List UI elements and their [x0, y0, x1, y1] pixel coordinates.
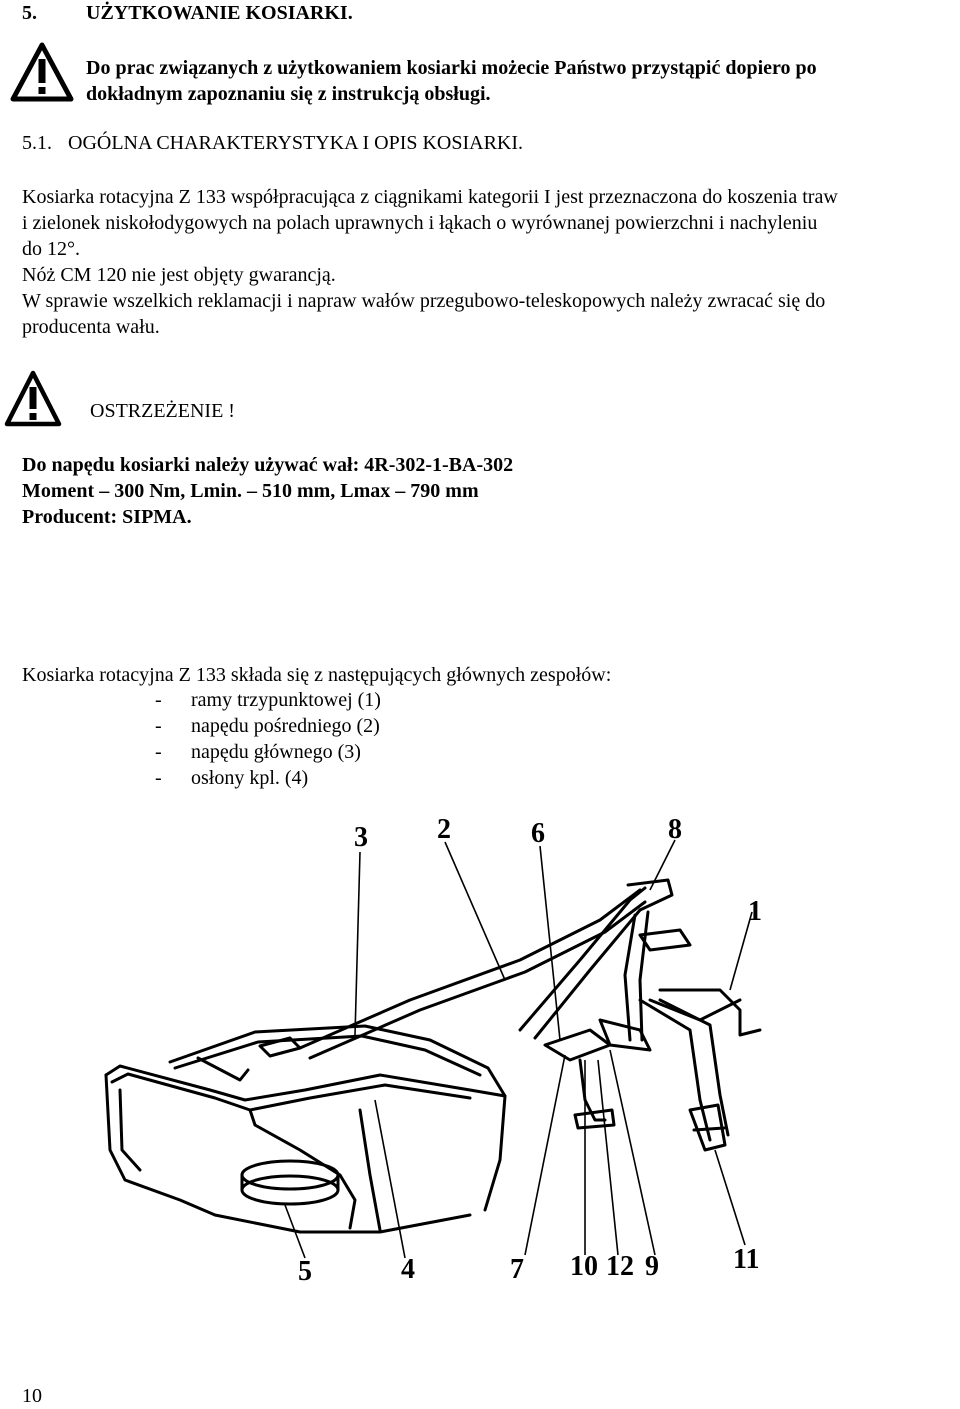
description-line: i zielonek niskołodygowych na polach uprawnych i łąkach o wyrównanej powierzchni i nachyleniu [22, 212, 818, 234]
description-line: Nóż CM 120 nie jest objęty gwarancją. [22, 264, 336, 286]
callout-9: 9 [645, 1251, 659, 1282]
callout-1: 1 [748, 896, 762, 927]
warning-line: Producent: SIPMA. [22, 506, 192, 528]
section-title: UŻYTKOWANIE KOSIARKI. [86, 2, 353, 24]
callout-7: 7 [510, 1254, 524, 1285]
list-item: - napędu pośredniego (2) [155, 715, 380, 737]
warning-line: Moment – 300 Nm, Lmin. – 510 mm, Lmax – 790 mm [22, 480, 479, 502]
list-item: - napędu głównego (3) [155, 741, 361, 763]
callout-6: 6 [531, 818, 545, 849]
list-item: - ramy trzypunktowej (1) [155, 689, 381, 711]
warning-line: Do napędu kosiarki należy używać wał: 4R-302-1-BA-302 [22, 454, 514, 476]
warning-label: OSTRZEŻENIE ! [90, 400, 235, 422]
callout-8: 8 [668, 814, 682, 845]
mower-technical-drawing [100, 810, 790, 1300]
subsection-number: 5.1. [22, 132, 52, 154]
callout-5: 5 [298, 1256, 312, 1287]
callout-10: 10 [570, 1251, 598, 1282]
warning-triangle-icon [4, 370, 62, 428]
callout-4: 4 [401, 1254, 415, 1285]
intro-warning-line-2: dokładnym zapoznaniu się z instrukcją obsługi. [86, 83, 491, 105]
description-line: W sprawie wszelkich reklamacji i napraw wałów przegubowo-teleskopowych należy zwracać się do [22, 290, 826, 312]
callout-3: 3 [354, 822, 368, 853]
components-intro: Kosiarka rotacyjna Z 133 składa się z następujących głównych zespołów: [22, 664, 612, 686]
warning-triangle-icon [10, 42, 74, 102]
callout-11: 11 [733, 1244, 760, 1275]
subsection-title: OGÓLNA CHARAKTERYSTYKA I OPIS KOSIARKI. [68, 132, 524, 154]
description-line: Kosiarka rotacyjna Z 133 współpracująca z ciągnikami kategorii I jest przeznaczona do koszenia traw [22, 186, 838, 208]
intro-warning-line-1: Do prac związanych z użytkowaniem kosiarki możecie Państwo przystąpić dopiero po [86, 57, 817, 79]
page-number: 10 [22, 1385, 42, 1407]
description-line: producenta wału. [22, 316, 160, 338]
description-line: do 12°. [22, 238, 80, 260]
callout-2: 2 [437, 814, 451, 845]
callout-12: 12 [606, 1251, 634, 1282]
list-item: - osłony kpl. (4) [155, 767, 309, 789]
section-number: 5. [22, 2, 37, 24]
